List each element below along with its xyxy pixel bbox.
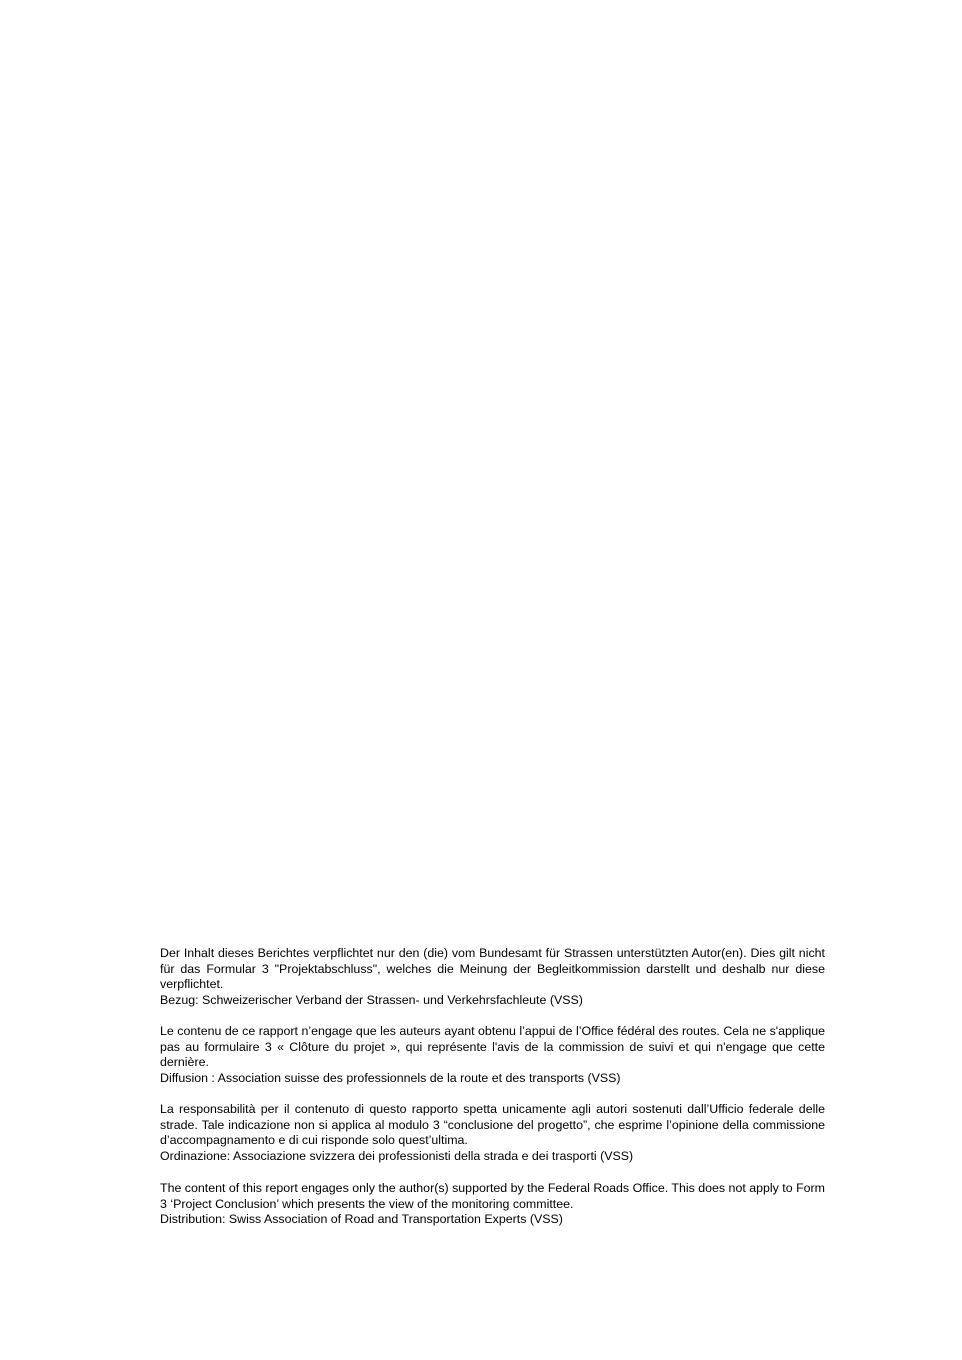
disclaimer-italian-text: La responsabilità per il contenuto di questo rapporto spetta unicamente agli autori sostenuti dall’Ufficio federale delle strade. Tale indicazione non si applica al modulo 3 “conclusione del progetto”, che esprime l’opinione della commissione d’accompagnamento e di cui risponde solo quest’ultima. [160,1102,825,1147]
disclaimer-german [160,946,825,1008]
distribution-german: Bezug: Schweizerischer Verband der Strassen- und Verkehrsfachleute (VSS) [160,992,583,1007]
disclaimer-english [160,1181,825,1228]
distribution-italian: Ordinazione: Associazione svizzera dei professionisti della strada e dei trasporti (VSS) [160,1148,634,1163]
disclaimer-german-text: Der Inhalt dieses Berichtes verpflichtet nur den (die) vom Bundesamt für Strassen unterstützten Autor(en). Dies gilt nicht für das Formular 3 "Projektabschluss", welches die Meinung der Begleitkommission darstellt und deshalb nur diese verpflichtet. [160,946,825,991]
distribution-french: Diffusion : Association suisse des professionnels de la route et des transports (VSS) [160,1070,621,1085]
distribution-english: Distribution: Swiss Association of Road and Transportation Experts (VSS) [160,1212,563,1226]
disclaimer-italian [160,1102,825,1164]
disclaimer-english-text: The content of this report engages only the author(s) supported by the Federal Roads Office. This does not apply to Form 3 ‘Project Conclusion’ which presents the view of the monitoring committee. [160,1181,825,1211]
disclaimer-french-text: Le contenu de ce rapport n’engage que les auteurs ayant obtenu l’appui de l’Office fédéral des routes. Cela ne s'applique pas au formulaire 3 « Clôture du projet », qui représente l'avis de la commission de suivi et qui n'engage que cette dernière. [160,1024,825,1069]
disclaimer-french [160,1024,825,1086]
